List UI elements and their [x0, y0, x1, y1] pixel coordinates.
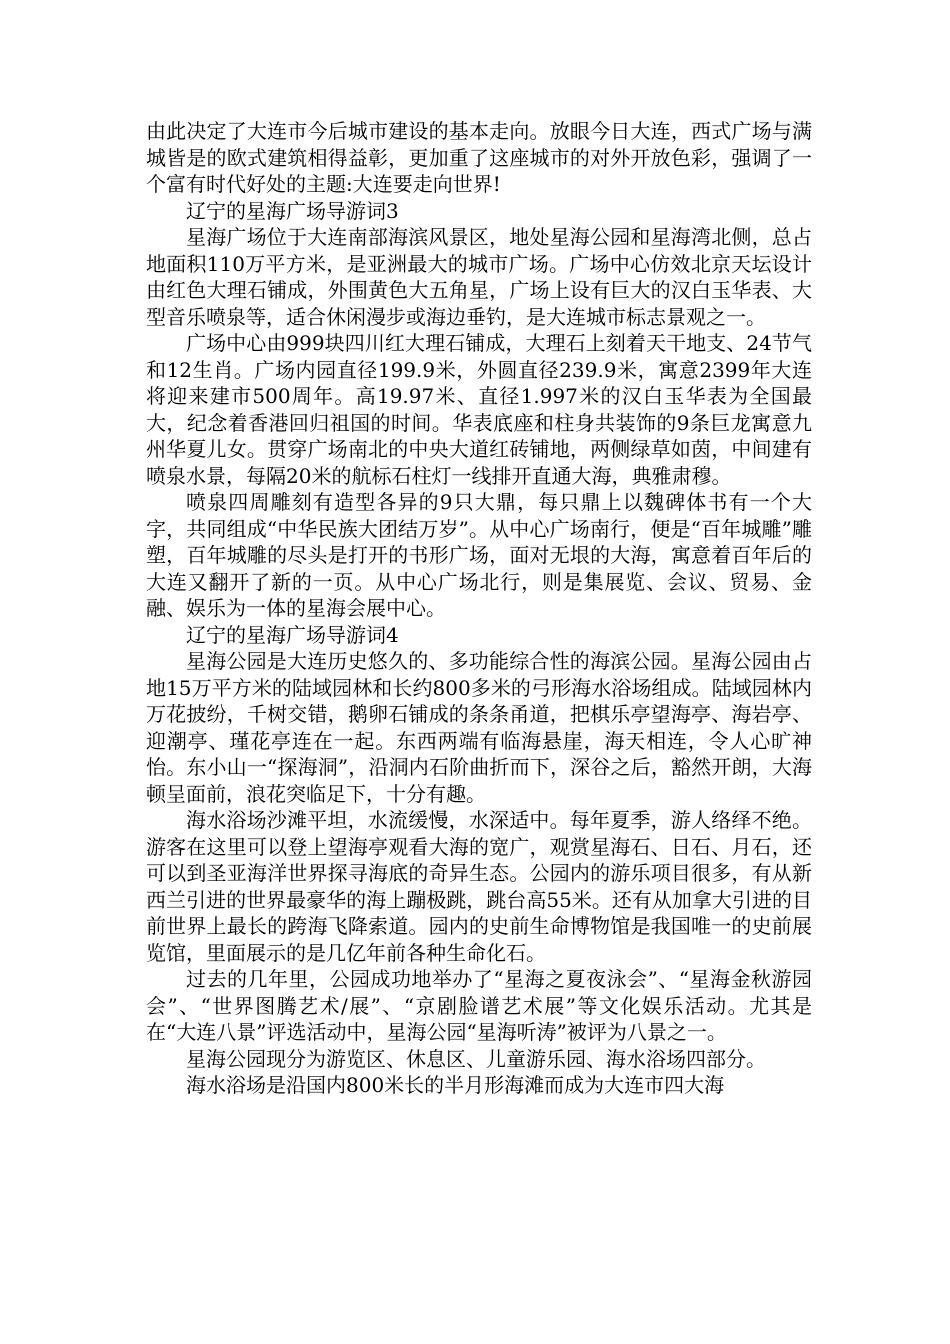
paragraph: 喷泉四周雕刻有造型各异的9只大鼎，每只鼎上以魏碑体书有一个大字，共同组成“中华民族大团结万岁”。从中心广场南行，便是“百年城雕”雕塑，百年城雕的尽头是打开的书形广场，面对无垠的大海，寓意着百年后的大连又翻开了新的一页。从中心广场北行，则是集展览、会议、贸易、金融、娱乐为一体的星海会展中心。	[146, 490, 812, 620]
paragraph: 星海公园是大连历史悠久的、多功能综合性的海滨公园。星海公园由占地15万平方米的陆域园林和长约800多米的弓形海水浴场组成。陆域园林内万花披纷，千树交错，鹅卵石铺成的条条甬道，把棋乐亭望海亭、海岩亭、迎潮亭、瑾花亭连在一起。东西两端有临海悬崖，海天相连，令人心旷神怡。东小山一“探海洞”，沿洞内石阶曲折而下，深谷之后，豁然开朗，大海顿呈面前，浪花突临足下，十分有趣。	[146, 649, 812, 806]
document-page	[146, 118, 812, 1099]
paragraph: 海水浴场是沿国内800米长的半月形海滩而成为大连市四大海	[186, 1073, 725, 1097]
paragraph-continuation: 由此决定了大连市今后城市建设的基本走向。放眼今日大连，西式广场与满城皆是的欧式建筑相得益彰，更加重了这座城市的对外开放色彩，强调了一个富有时代好处的主题:大连要走向世界!	[146, 119, 812, 196]
paragraph: 海水浴场沙滩平坦，水流缓慢，水深适中。每年夏季，游人络绎不绝。游客在这里可以登上望海亭观看大海的宽广，观赏星海石、日石、月石，还可以到圣亚海洋世界探寻海底的奇异生态。公园内的游乐项目很多，有从新西兰引进的世界最豪华的海上蹦极跳，跳台高55米。还有从加拿大引进的目前世界上最长的跨海飞降索道。园内的史前生命博物馆是我国唯一的史前展览馆，里面展示的是几亿年前各种生命化石。	[146, 808, 812, 965]
section-heading-3: 辽宁的星海广场导游词3	[186, 198, 399, 223]
paragraph: 星海广场位于大连南部海滨风景区，地处星海公园和星海湾北侧，总占地面积110万平方米，是亚洲最大的城市广场。广场中心仿效北京天坛设计由红色大理石铺成，外围黄色大五角星，广场上设有巨大的汉白玉华表、大型音乐喷泉等，适合休闲漫步或海边垂钓，是大连城市标志景观之一。	[146, 225, 812, 329]
paragraph: 广场中心由999块四川红大理石铺成，大理石上刻着天干地支、24节气和12生肖。广场内园直径199.9米，外圆直径239.9米，寓意2399年大连将迎来建市500周年。高19.97米、直径1.997米的汉白玉华表为全国最大，纪念着香港回归祖国的时间。华表底座和柱身共装饰的9条巨龙寓意九州华夏儿女。贯穿广场南北的中央大道红砖铺地，两侧绿草如茵，中间建有喷泉水景，每隔20米的航标石柱灯一线排开直通大海，典雅肃穆。	[146, 331, 812, 488]
paragraph: 星海公园现分为游览区、休息区、儿童游乐园、海水浴场四部分。	[186, 1046, 766, 1071]
paragraph: 过去的几年里，公园成功地举办了“星海之夏夜泳会”、“星海金秋游园会”、“世界图腾艺术/展”、“京剧脸谱艺术展”等文化娱乐活动。尤其是在“大连八景”评选活动中，星海公园“星海听涛”被评为八景之一。	[146, 967, 812, 1044]
section-heading-4: 辽宁的星海广场导游词4	[186, 622, 399, 647]
